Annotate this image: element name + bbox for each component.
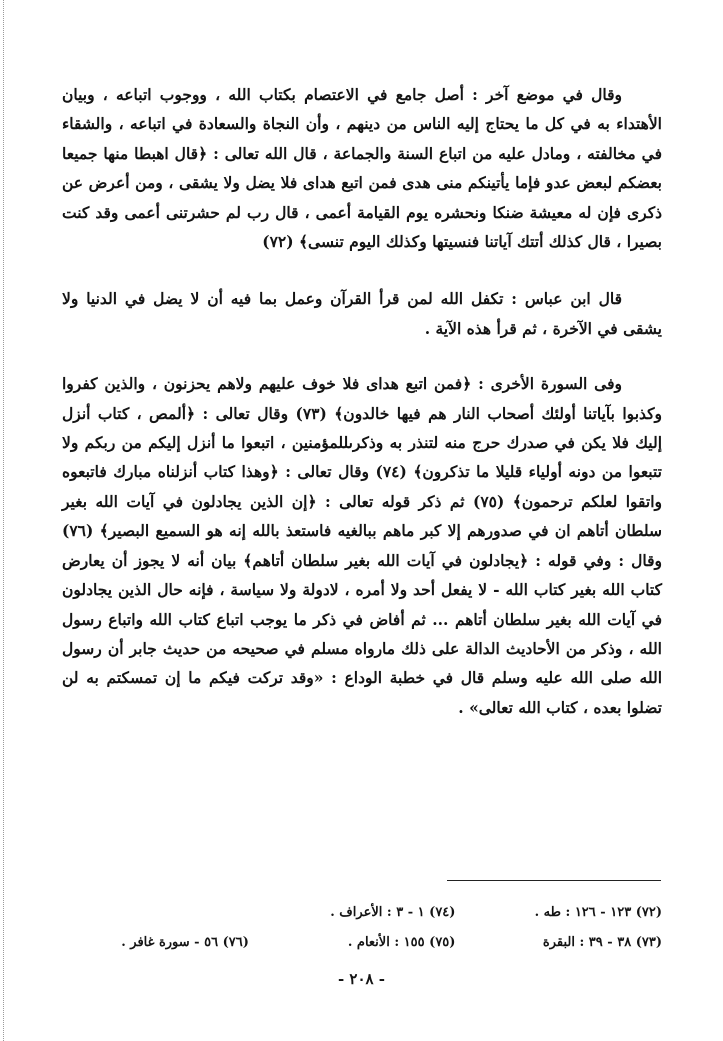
page-body: [62, 80, 662, 722]
footnote-75: (٧٥) ١٥٥ : الأنعام .: [347, 935, 456, 950]
page-number: - ٢٠٨ -: [337, 970, 386, 988]
footnote-73: (٧٣) ٣٨ - ٣٩ : البقرة: [542, 935, 662, 950]
footnote-row: [62, 898, 662, 928]
scan-edge-dots: [3, 0, 5, 1041]
footnote-74: (٧٤) ١ - ٣ : الأعراف .: [330, 905, 456, 920]
footnote-divider: [447, 880, 661, 881]
paragraph-1: وقال في موضع آخر : أصل جامع في الاعتصام بكتاب الله ، ووجوب اتباعه ، وبيان الأهتداء به في كل ما يحتاج إليه الناس من دينهم ، وأن النجاة والسعادة في اتباعه ، والشقاء في مخالفته ، ومادل عليه من اتباع السنة والجماعة ، قال الله تعالى : ﴿قال اهبطا منها جميعا بعضكم لبعض عدو فإما يأتينكم منى هدى فمن اتبع هداى فلا يضل ولا يشقى ، ومن أعرض عن ذكرى فإن له معيشة ضنكا ونحشره يوم القيامة أعمى ، قال رب لم حشرتنى أعمى وقد كنت بصيرا ، قال كذلك أتتك آياتنا فنسيتها وكذلك اليوم تنسى﴾ (٧٢): [62, 85, 662, 252]
footnotes: [62, 898, 662, 958]
footnote-row: [62, 928, 662, 958]
footnote-72: (٧٢) ١٢٣ - ١٢٦ : طه .: [534, 905, 662, 920]
footnote-empty: [62, 898, 249, 928]
paragraph-3: وفى السورة الأخرى : ﴿فمن اتبع هداى فلا خوف عليهم ولاهم يحزنون ، والذين كفروا وكذبوا بآياتنا أولئك أصحاب النار هم فيها خالدون﴾ (٧٣) وقال تعالى : ﴿ألمص ، كتاب أنزل إليك فلا يكن في صدرك حرج منه لتنذر به وذكرىللمؤمنين ، اتبعوا ما أنزل إليكم من ربكم ولا تتبعوا من دونه أولياء قليلا ما تذكرون﴾ (٧٤) وقال تعالى : ﴿وهذا كتاب أنزلناه مبارك فاتبعوه واتقوا لعلكم ترحمون﴾ (٧٥) ثم ذكر قوله تعالى : ﴿إن الذين يجادلون في آيات الله بغير سلطان أتاهم ان في صدورهم إلا كبر ماهم ببالغيه فاستعذ بالله إنه هو السميع البصير﴾ (٧٦) وقال : وفي قوله : ﴿يجادلون في آيات الله بغير سلطان أتاهم﴾ بيان أنه لا يجوز أن يعارض كتاب الله بغير كتاب الله - لا يفعل أحد ولا أمره ، لادولة ولا سياسة ، فإنه حال الذين يجادلون في آيات الله بغير سلطان أتاهم ... ثم أفاض في ذكر ما يوجب اتباع كتاب الله واتباع رسول الله ، وذكر من الأحاديث الدالة على ذلك مارواه مسلم في صحيحه من حديث جابر أن رسول الله صلى الله عليه وسلم قال في خطبة الوداع : «وقد تركت فيكم ما إن تمسكتم به لن تضلوا بعده ، كتاب الله تعالى» .: [62, 374, 663, 717]
paragraph-2: قال ابن عباس : تكفل الله لمن قرأ القرآن وعمل بما فيه أن لا يضل في الدنيا ولا يشقى في الآخرة ، ثم قرأ هذه الآية .: [62, 289, 662, 338]
footnote-76: (٧٦) ٥٦ - سورة غافر .: [121, 935, 249, 950]
